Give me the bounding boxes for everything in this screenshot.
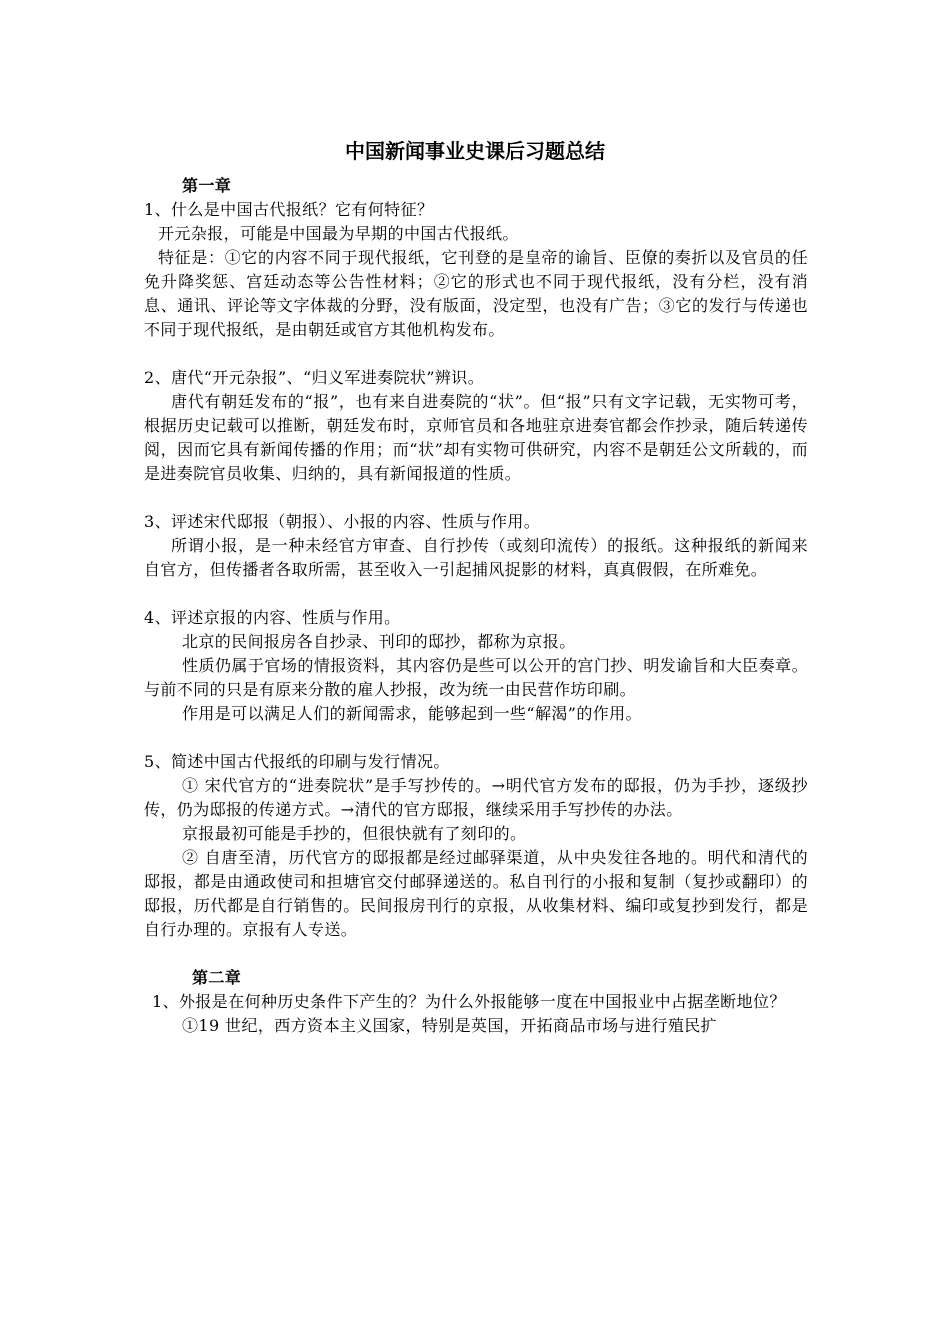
blank-line (144, 342, 808, 366)
blank-line (144, 582, 808, 606)
question-4: 4、评述京报的内容、性质与作用。 (144, 608, 401, 627)
document-title: 中国新闻事业史课后习题总结 (345, 139, 605, 163)
answer-paragraph: 所谓小报，是一种未经官方审查、自行抄传（或刻印流传）的报纸。这种报纸的新闻来自官方，但传播者各取所需，甚至收入一引起捕风捉影的材料，真真假假，在所难免。 (144, 536, 808, 579)
answer-paragraph: 特征是：①它的内容不同于现代报纸，它刊登的是皇帝的谕旨、臣僚的奏折以及官员的任免升降奖惩、宫廷动态等公告性材料；②它的形式也不同于现代报纸，没有分栏，没有消息、通讯、评论等文字体裁的分野，没有版面，没定型，也没有广告；③它的发行与传递也不同于现代报纸，是由朝廷或官方其他机构发布。 (144, 248, 808, 339)
chapter-1-heading: 第一章 (182, 176, 232, 195)
answer-paragraph: ① 宋代官方的“进奏院状”是手写抄传的。→明代官方发布的邸报，仍为手抄，逐级抄传，仍为邸报的传递方式。→清代的官方邸报，继续采用手写抄传的办法。 (144, 776, 808, 819)
blank-line (144, 942, 808, 966)
answer-paragraph: ①19 世纪，西方资本主义国家，特别是英国，开拓商品市场与进行殖民扩 (182, 1016, 718, 1035)
question-2: 2、唐代“开元杂报”、“归义军进奏院状”辨识。 (144, 368, 485, 387)
blank-line (144, 486, 808, 510)
answer-paragraph: 开元杂报，可能是中国最为早期的中国古代报纸。 (158, 224, 519, 243)
answer-paragraph: 唐代有朝廷发布的“报”，也有来自进奏院的“状”。但“报”只有文字记载，无实物可考，根据历史记载可以推断，朝廷发布时，京师官员和各地驻京进奏官都会作抄录，随后转递传阅，因而它具有新闻传播的作用；而“状”却有实物可供研究，内容不是朝廷公文所载的，而是进奏院官员收集、归纳的，具有新闻报道的性质。 (144, 392, 808, 483)
question-3: 3、评述宋代邸报（朝报）、小报的内容、性质与作用。 (144, 512, 541, 531)
question-5: 5、简述中国古代报纸的印刷与发行情况。 (144, 752, 450, 771)
answer-paragraph: 作用是可以满足人们的新闻需求，能够起到一些“解渴”的作用。 (182, 704, 642, 723)
question-1: 1、什么是中国古代报纸？它有何特征？ (144, 200, 434, 219)
answer-paragraph: 北京的民间报房各自抄录、刊印的邸抄，都称为京报。 (182, 632, 576, 651)
document-body (144, 174, 808, 1038)
answer-paragraph: 性质仍属于官场的情报资料，其内容仍是些可以公开的宫门抄、明发谕旨和大臣奏章。与前不同的只是有原来分散的雇人抄报，改为统一由民营作坊印刷。 (144, 656, 808, 699)
chapter-2-heading: 第二章 (192, 968, 242, 987)
answer-paragraph: 京报最初可能是手抄的，但很快就有了刻印的。 (182, 824, 527, 843)
blank-line (144, 726, 808, 750)
answer-paragraph: ② 自唐至清，历代官方的邸报都是经过邮驿渠道，从中央发往各地的。明代和清代的邸报，都是由通政使司和担塘官交付邮驿递送的。私自刊行的小报和复制（复抄或翻印）的邸报，历代都是自行销售的。民间报房刊行的京报，从收集材料、编印或复抄到发行，都是自行办理的。京报有人专送。 (144, 848, 808, 939)
question-1: 1、外报是在何种历史条件下产生的？为什么外报能够一度在中国报业中占据垄断地位？ (152, 992, 786, 1011)
